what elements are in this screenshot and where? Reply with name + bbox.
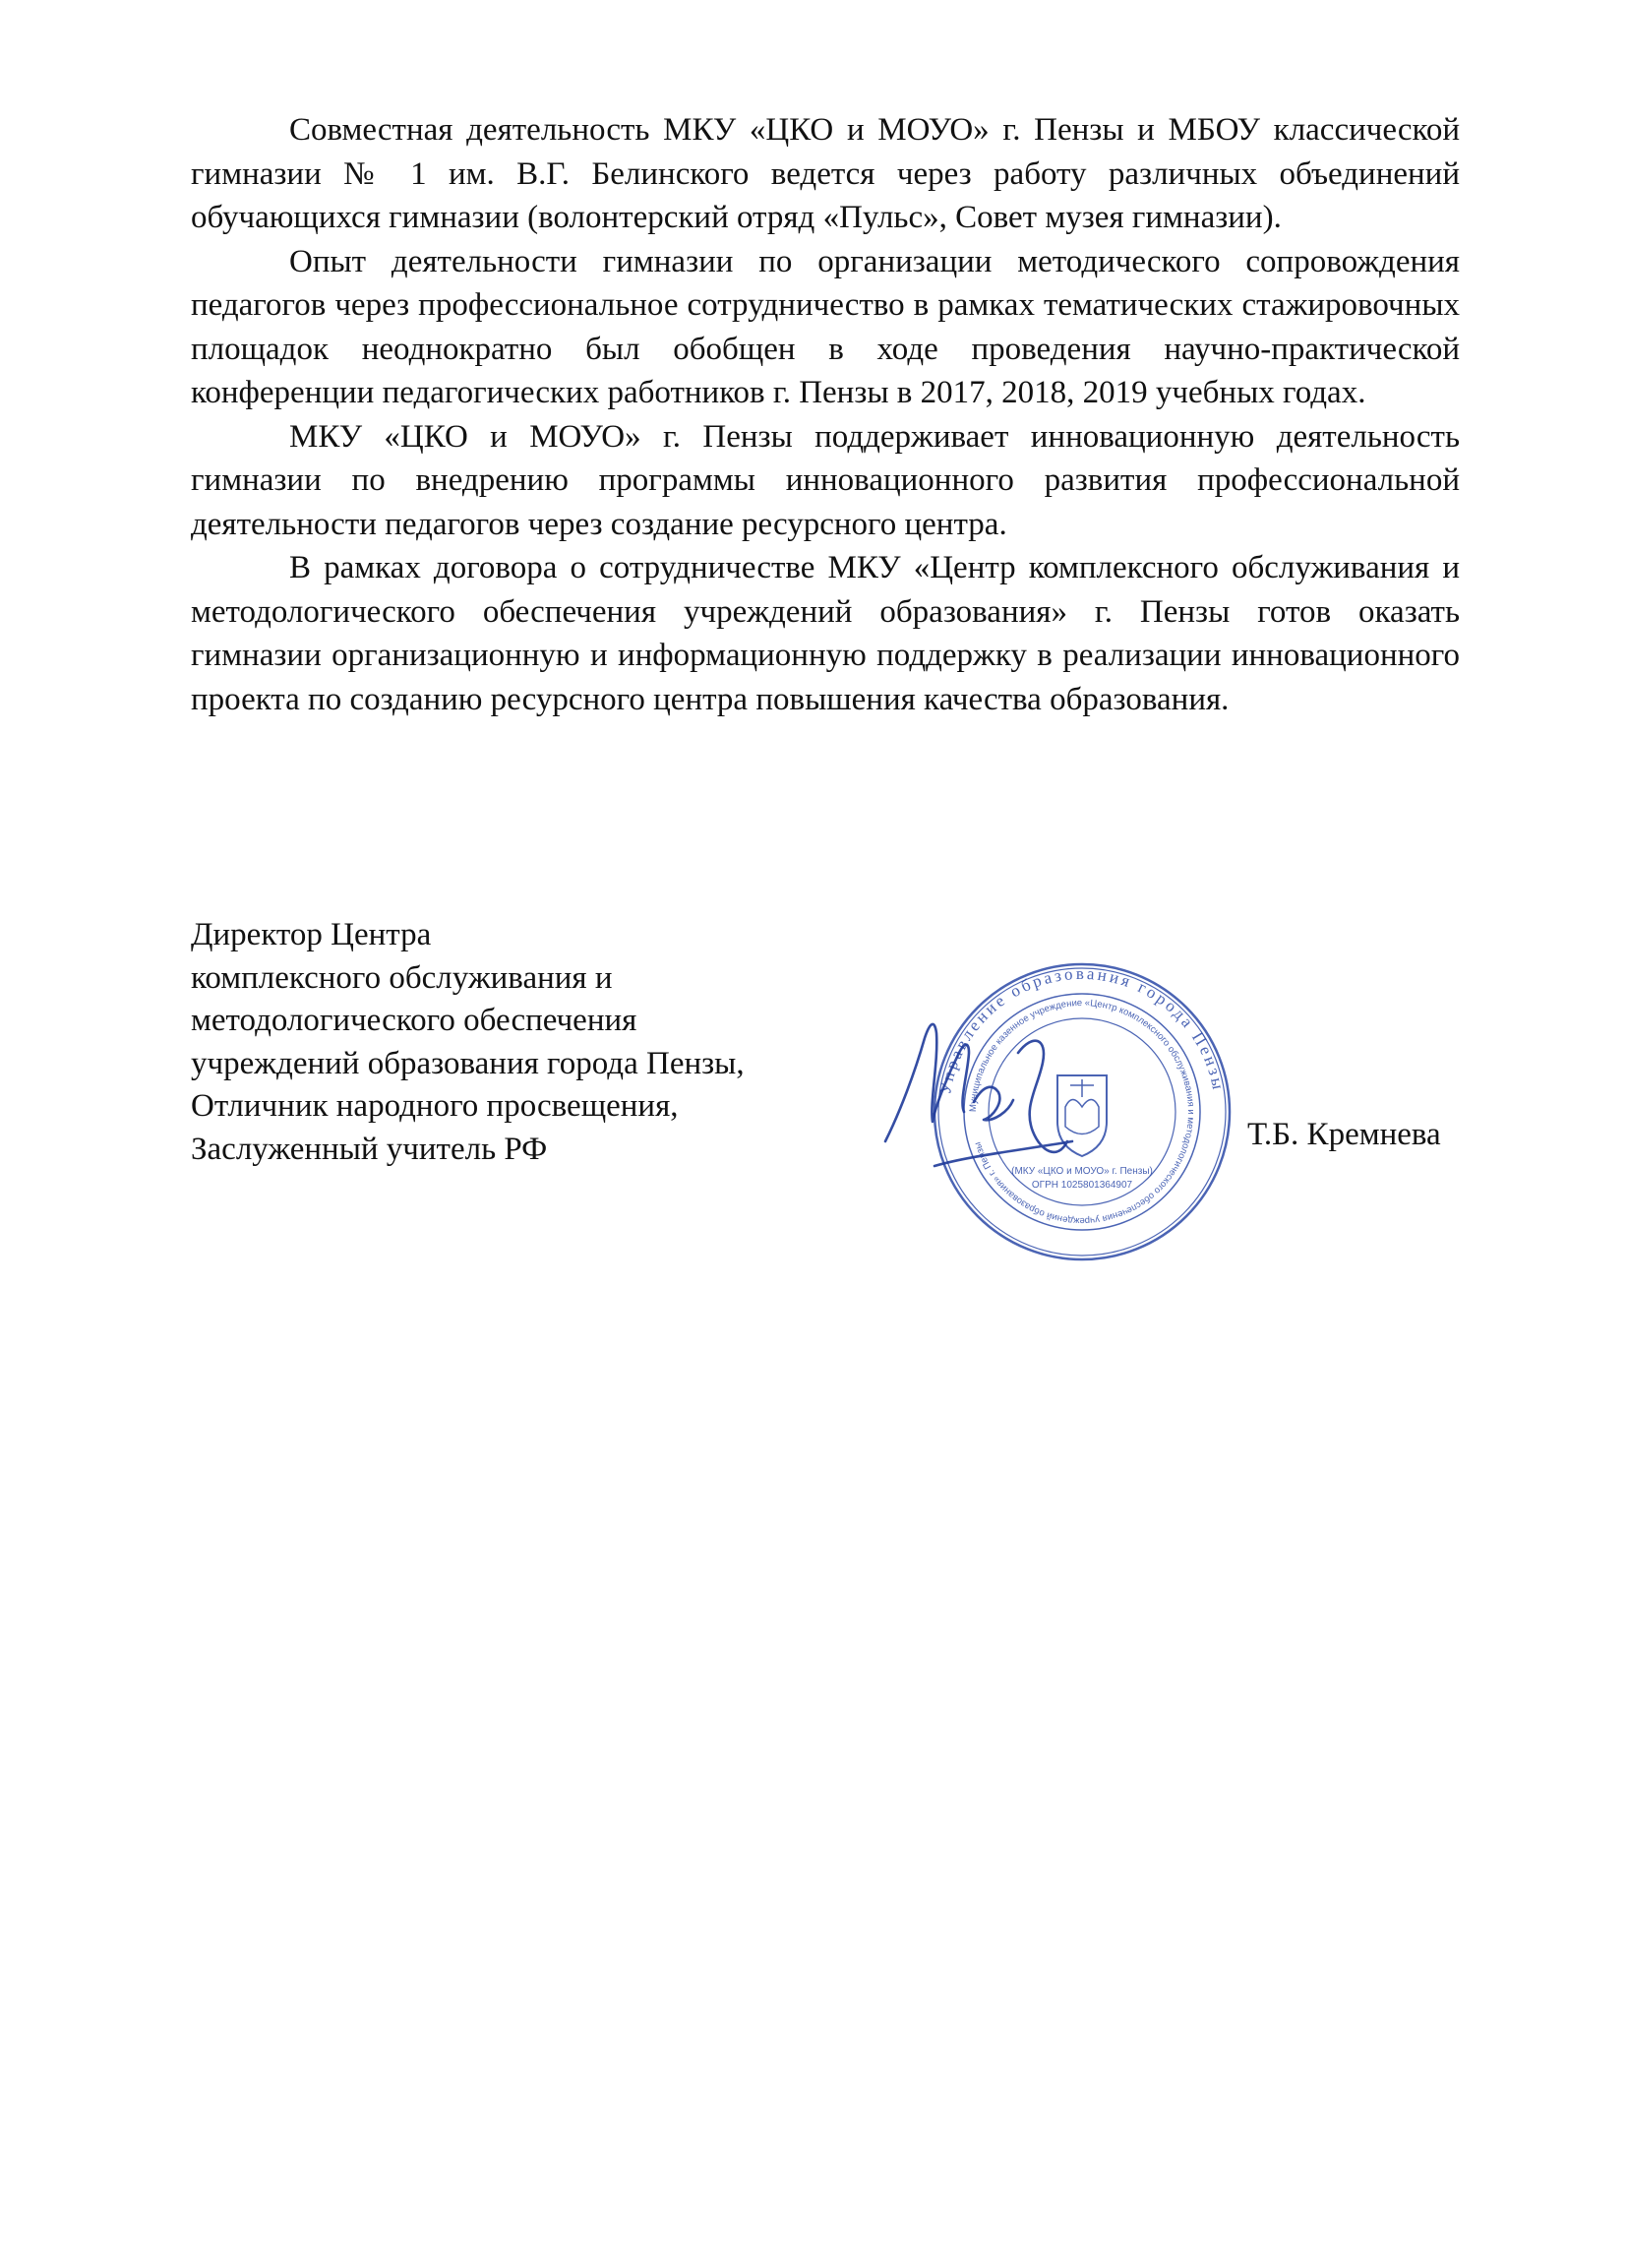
seal-outer-text: Управление образования города Пензы bbox=[935, 963, 1229, 1096]
position-line: комплексного обслуживания и bbox=[191, 959, 613, 996]
signatory-position bbox=[191, 914, 899, 1171]
position-line: учреждений образования города Пензы, bbox=[191, 1045, 745, 1081]
seal-ogrn-text: ОГРН 1025801364907 bbox=[1031, 1180, 1133, 1191]
paragraph: В рамках договора о сотрудничестве МКУ «Центр комплексного обслуживания и методологического обеспечения учреждений образования» г. Пензы готов оказать гимназии организационную и информационную поддержку в реализации инновационного проекта по созданию ресурсного центра повышения качества образования. bbox=[191, 550, 1460, 717]
position-line: Отличник народного просвещения, bbox=[191, 1088, 679, 1124]
letter-body bbox=[191, 108, 1460, 721]
paragraph: МКУ «ЦКО и МОУО» г. Пензы поддерживает инновационную деятельность гимназии по внедрению программы инновационного развития профессиональной деятельности педагогов через создание ресурсного центра. bbox=[191, 418, 1460, 542]
position-line: методологического обеспечения bbox=[191, 1003, 637, 1038]
handwritten-signature bbox=[875, 994, 1112, 1200]
seal-inner-text: Муниципальное казенное учреждение «Центр комплексного обслуживания и методологического обеспечения учреждений образования» г. Пензы bbox=[967, 997, 1197, 1227]
position-line: Директор Центра bbox=[191, 917, 432, 952]
paragraph: Совместная деятельность МКУ «ЦКО и МОУО» г. Пензы и МБОУ классической гимназии № 1 им. В.Г. Белинского ведется через работу различных объединений обучающихся гимназии (волонтерский отряд «Пульс», Совет музея гимназии). bbox=[191, 112, 1460, 235]
signatory-name: Т.Б. Кремнева bbox=[1247, 1117, 1441, 1152]
paragraph: Опыт деятельности гимназии по организации методического сопровождения педагогов через профессиональное сотрудничество в рамках тематических стажировочных площадок неоднократно был обобщен в ходе проведения научно-практической конференции педагогических работников г. Пензы в 2017, 2018, 2019 учебных годах. bbox=[191, 243, 1460, 410]
seal-middle-text: (МКУ «ЦКО и МОУО» г. Пензы) bbox=[1011, 1166, 1153, 1177]
position-line: Заслуженный учитель РФ bbox=[191, 1131, 548, 1167]
